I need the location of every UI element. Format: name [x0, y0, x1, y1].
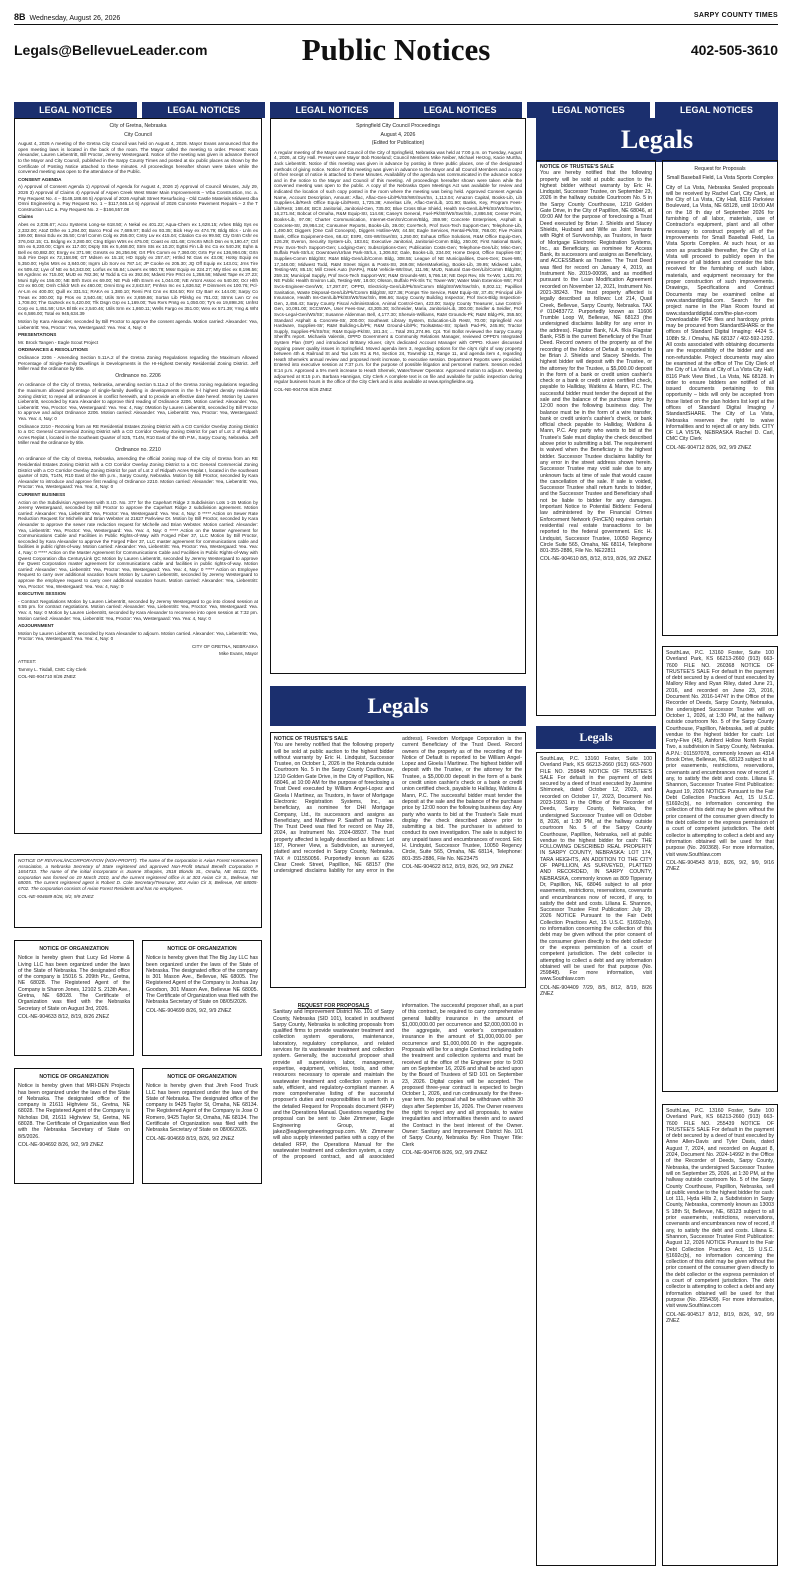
notice-paragraph: SouthLaw, P.C. 13160 Foster, Suite 100 Overland Park, KS 66213-2660 (913) 663-7600 FILE NO. 255439 NOTICE OF TRUSTEE'S SALE For default in the payment of debt secured by a deed of trust executed by Anne Allen-Davis and Tyler Davis, dated August 7, 2024, and recorded on August 8, 2024, Document No. 2024-14992 in the Office of the Recorder of Deeds, Sarpy County, Nebraska, the undersigned Successor Trustee will on September 25, 2026, at 1:30 PM, at the hallway outside courtroom No. 5 of the Sarpy County Courthouse, Papillion, Nebraska, sell at public vendue to the highest bidder for cash: Lot 111, Hyda Hills 2, a Subdivision in Sarpy County, Nebraska, commonly known as 13003 S 18th St, Bellevue, NE, 68123 subject to all prior easements, restrictions, reservations, covenants and encumbrances now of record, if any, to satisfy the debt and costs. Liliana E. Shannon, Successor Trustee First Publication: August 12, 2026 NOTICE Pursuant to the Fair Debt Collection Practices Act, 15 U.S.C. §1692c(b), no information concerning the collection of this debt may be given without the prior consent of the consumer given directly to the debt collector or the express permission of a court of competent jurisdiction. The debt collector is attempting to collect a debt and any information obtained will be used for that purpose (No. 255439). For more information, visit www.Southlaw.com: [666, 1108, 774, 1310]
notice-code: COL-NE-904712 8/26, 9/2, 9/9 ZNEZ: [666, 444, 752, 451]
ordinance-title: Ordinance no. 2206: [115, 372, 161, 379]
notice-paragraph: Ordinance 2206 - Amending Section 5.11A.2 of the Gretna Zoning Regulations regarding the Maximum Allowed Percentage of Single-Family Dwellings in Developments in the HI-Highest Density Residential Zoning District. Jeff Miller read the ordinance by title.: [18, 354, 258, 372]
notice-paragraph: SouthLaw, P.C. 13160 Foster, Suite 100 Overland Park, KS 66213-2660 (913) 663-7600 FILE NO. 260368 NOTICE OF TRUSTEE'S SALE For default in the payment of debt secured by a deed of trust executed by Mallory Riley and Ryan Riley, dated June 21, 2016, and recorded on June 23, 2016, Document No. 2016-14747 in the Office of the Recorder of Deeds, Sarpy County, Nebraska, the undersigned Successor Trustee will on October 1, 2026, at 1:30 PM, at the hallway outside courtroom No. 5 of the Sarpy County Courthouse, Papillion, Nebraska, sell at public vendue to the highest bidder for cash: Lot Forty-Five (45), Ashford Hollow North Replat Two, a subdivision in Sarpy County, Nebraska. A.P.N.: 011597078, commonly known as 4314 Brook Drive, Bellevue, NE, 68123 subject to all prior easements, restrictions, reservations, covenants and encumbrances now of record, if any, to satisfy the debt and costs. Liliana E. Shannon, Successor Trustee First Publication: August 19, 2026 NOTICE Pursuant to the Fair Debt Collection Practices Act, 15 U.S.C. §1692c(b), no information concerning the collection of this debt may be given without the prior consent of the consumer given directly to the debt collector or the express permission of a court of competent jurisdiction. The debt collector is attempting to collect a debt and any information obtained will be used for that purpose (No. 260368). For more information, visit www.Southlaw.com: [666, 650, 774, 858]
notice-paragraph: Notice is hereby given that Jireh Food Truck LLC has been organized under the laws of the State of Nebraska. The designated office of the company is 9425 Taylor St, Omaha, NE 68134. The Registered Agent of the Company is Jose O Romero, 9425 Taylor St, Omaha, NE 68134. The Certificate of Organization was filed with the Nebraska Secretary of State on 08/06/2026.: [146, 1083, 258, 1134]
notice-box: [662, 646, 778, 1092]
notice-code: COL-NE-904543 8/19, 8/26, 9/2, 9/9, 9/16 ZNEZ: [666, 859, 774, 873]
header-rule: [14, 24, 778, 25]
legal-notices-band: LEGAL NOTICES: [142, 102, 265, 118]
issue-date: Wednesday, August 26, 2026: [29, 15, 121, 22]
section-heading: ORDINANCES & RESOLUTIONS: [18, 347, 88, 353]
clerk-signature: Tammy L. Tisdall, CMC City Clerk: [18, 666, 87, 672]
notice-code: COL-NE-904692 8/26, 9/2, 9/9 ZNEZ: [18, 1141, 104, 1148]
notice-paragraph: Notice is hereby given that Lucy Ed Home & Living LLC has been organized under the laws of the State of Nebraska. The designated office of the company is 15016 S. 209th Plz., Gretna, NE 68028. The Registered Agent of the Company is Sharon Jones, 12102 S. 213th Ave., Gretna, NE 68028. The Certificate of Organization was filed with the Nebraska Secretary of State on August 3rd, 2026.: [18, 955, 130, 1012]
notice-paragraph: Notice is hereby given that MRI-DEN Projects has been organized under the laws of the State of Nebraska. The designated office of the company is 21611 Highview St., Gretna, NE 68028. The Registered Agent of the Company is Nicholas Dill, 21611 Highview St, Gretna, NE 68028. The Certificate of Organization was filed with the Nebraska Secretary of State on 8/5/2026.: [18, 1083, 130, 1140]
section-heading: Claims: [18, 214, 34, 220]
notice-paragraph: City of La Vista, Nebraska Sealed proposals will be received by Rachel Carl, City Clerk, at the City of La Vista, City Hall, 8116 Parkview Boulevard, La Vista, NE 68128, until 10:00 AM on the 18 th day of September 2026 for furnishing of all labor, materials, use of Contractor's equipment, plant and all other necessary to construct properly all of the improvements for Small Baseball Field, La Vista Sports Complex. At such hour, or as soon as practicable thereafter, the City of La Vista will proceed to publicly open in the presence of all bidders and consider the bids received for the furnishing of such labor, materials, and equipment necessary for the proper construction of such improvements. Drawings, Specifications and Contract Documents may be examined online at www.standarddigital.com. Search for the project name in the Plan Room found at www.standarddigital.com/the-plan-room Downloadable PDF files and hardcopy prints may be procured from StandardSHARE or the offices of Standard Digital Imaging: 4424 S. 108th St. / Omaha, NE 68137 / 402-592-1292. All costs associated with obtaining documents are the responsibility of the bidder and are non-refundable. Project documents may also be examined at the office of The City Clerk of the City of La Vista at City of La Vista City Hall, 8116 Park View Blvd., La Vista, NE 68128. In order to ensure bidders are notified of all issued documents pertaining to this opportunity – bids will only be accepted from those listed on the plan holders list kept at the offices of Standard Digital Imaging / StandardSHARE. The City of La Vista, Nebraska reserves the right to waive informalities and to reject all or any bids. CITY OF LA VISTA, NEBRASKA Rachel D. Carl, CMC City Clerk: [666, 184, 774, 443]
notice-code: COL-NE-904633 8/12, 8/19, 8/26 ZNEZ: [18, 1013, 110, 1020]
notice-subtitle: Small Baseball Field, La Vista Sports Complex: [666, 175, 774, 182]
request-for-proposals-notice: [270, 1000, 526, 1570]
notice-title: NOTICE OF ORGANIZATION: [167, 1074, 237, 1080]
contact-phone: 402-505-3610: [690, 42, 778, 58]
notice-title: REQUEST FOR PROPOSALS: [297, 1003, 370, 1009]
notice-paragraph: Mr. Brock Tangen - Eagle Scout Project: [18, 339, 99, 345]
notice-subtitle: August 4, 2026: [380, 131, 416, 138]
notice-paragraph: - Contract Negotiations Motion by Lauren Liebentritt, seconded by Jeremy Westergaard to go into closed session at 6:55 pm. for contract negotiations. Motion carried: Alexander: Yea, Liebentritt: Yea, Proctor: Yea, Westergaard: Yea. Yea: 4, Nay: 0 Motion by Lauren Liebentritt, seconded by Kara Alexander to reconvene into open session at 7:32 pm. Motion carried: Alexander: Yea, Liebentritt: Yea, Proctor: Yea, Westergaard: Yea. Yea: 4, Nay: 0: [18, 598, 258, 621]
notice-box: [14, 854, 262, 928]
notice-paragraph: You are hereby notified that the following property will be sold at public auction to the highest bidder without warranty by Eric H. Lindquist, Successor Trustee, on October 1, 2026 in the Rotunda outside Courtroom No. 5 in the Sarpy County Courthouse, 1210 Golden Gate Drive, in the City of Papillion, NE 68046, at 10:00 AM for the purpose of foreclosing a Trust Deed executed by William Angel-Lopez and Gioela I Martinez, as Trustors, in favor of Mortgage Electronic Registration Systems, Inc., as beneficiary, as nominee for DHI Mortgage Company, Ltd., its successors and assigns as Beneficiary, and Matthew P. Saathoff as Trustee. The Trust Deed was filed for record on May 28, 2024, as Instrument No. 2024-08937. The trust property affected is legally described as follows: Lot 187, Pioneer View, a Subdivision, as surveyed, platted and recorded in Sarpy County, Nebraska. TAX # 011550056. Purportedly known as 6226 Clear Creek Street, Papillion, NE 68157 (the undersigned disclaims liability for any error in the address). Freedom Mortgage Corporation is the current Beneficiary of the Trust Deed. Record owners of the property as of the recording of the Notice of Default is reported to be William Angel-Lopez and Gioela I Martinez. The highest bidder will deposit with the Trustee, or the attorney for the Trustee, a $5,000.00 deposit in the form of a bank or credit union cashier's check or a bank or credit union certified check, payable to Halliday, Watkins & Mann, P.C. The successful bidder must tender the deposit at the sale and the balance of the purchase price by 12:00 noon the following business day. Any party who wants to bid at the Trustee's Sale must display the check described above prior to submitting a bid. The purchaser is advised to conduct its own investigation. The sale is subject to any unpaid taxes and encumbrances of record. Eric H. Lindquist, Successor Trustee, 10050 Regency Circle, Suite 565, Omaha, NE 68114, Telephone: 801-355-2886, File No. NE23475: [274, 736, 522, 875]
notice-box: [662, 1104, 778, 1566]
notice-paragraph: Notice is hereby given that The Big Jay LLC has been organized under the laws of the State of Nebraska. The designated office of the company is 301 Mason Ave., Bellevue, NE 68005. The Registered Agent of the Company is Joshua Jay Goodson, 301 Mason Ave, Bellevue NE 68005. The Certificate of Organization was filed with the Nebraska Secretary of State on 08/05/2026.: [146, 955, 258, 1006]
notice-paragraph: NOTICE OF REVIVAL/INCORPORATION (NON-PROFIT). The name of the corporation is Avian Forest Homeowners Association, a Nebraska Secretary of State registered and approved Non-Profit Mutual Benefit Corporation # 1654733. The name of the initial incorporator is Joanne Sharples, 3518 Blondo St., Omaha, NE 68131. The corporation was formed on 19 March 2010, and the current registered office is at 303 Avian Cir S., Bellevue, NE 68005. The current registered agent is Robert D. Cole Secretary/Treasurer, 303 Avian Cir S, Bellevue, NE 68005-6702. The corporation consists of Avian Forest Residents and has no employees.: [18, 858, 258, 891]
notice-paragraph: A) Approval of Consent Agenda 1) Approval of Agenda for August 4, 2026 2) Approval of Council Minutes, July 29, 2026 3) Approval of Claims 4) Approval of Aspen Creek West Water Main Improvements – Vrba Construction, Inc. a. Pay Request No. 4 – $149,188.66 5) Approval of 2026 Asphalt Street Resurfacing - Old Castle Materials Midwest dba Omni Engineering a. Pay Request No. 1 – $117,046.14 6) Approval of 2026 Concrete Pavement Repairs – 2 the T Construction LLC a. Pay Request No. 2 – $166,557.08: [18, 184, 258, 212]
signature-mayor: Mike Evans, Mayor: [218, 651, 258, 657]
springfield-proceedings-notice: [270, 118, 526, 678]
notice-paragraph: An ordinance of the City of Gretna, Nebraska, amending the official zoning map of the City of Gretna from an RE Residential Estates Zoning District with a CO Corridor Overlay Zoning District to a GC General Commercial Zoning District with a CO Corridor Overlay Zoning District for part of Lot 2 of Ridpath Acres Replat I, located in the southeast quarter of S25, T14N, R10 East of the 6th p.m., Sarpy County, Nebraska. Motion by Bill Proctor, seconded by Kara Alexander to introduce and approve first reading of Ordinance 2210. Motion carried: Alexander: Yea, Liebentritt: Yea, Proctor: Yea, Westergaard: Yea. Yea: 4, Nay: 0: [18, 456, 258, 490]
southlaw-trustee-notice: [662, 646, 778, 1096]
attest-label: ATTEST:: [18, 659, 37, 665]
notice-paragraph: You are hereby notified that the following property will be sold at public auction to the highest bidder without warranty by Eric H. Lindquist, Successor Trustee, on September 23, 2026 in the hallway outside Courtroom No. 5 in the Sarpy County Courthouse, 1210 Golden Gate Drive, in the City of Papillion, NE 68046, at 09:00 AM for the purpose of foreclosing a Trust Deed executed by Brian J. Shields and Stacey Shields, Husband and Wife as Joint Tenants with Right of Survivorship, as Trustors, in favor of Mortgage Electronic Registration Systems, Inc., as Beneficiary, as nominee for Access Bank, its successors and assigns as Beneficiary, and ACCESSBank as Trustee. The Trust Deed was filed for record on January 4, 2019, as Instrument No. 2019-00096, and as modified pursuant to the Loan Modification Agreement recorded on November 12, 2021, Instrument No. 2021-38243. The trust property affected is legally described as follows: Lot 214, Quail Creek, Bellevue, Sarpy County, Nebraska. TAX # 010483772. Purportedly known as 11606 Trumble Loop W, Bellevue, NE 68123 (the undersigned disclaims liability for any error in the address). Flagstar Bank, N.A. f/k/a Flagstar Bank, FSB is the current Beneficiary of the Trust Deed. Record owners of the property as of the recording of the Notice of Default is reported to be Brian J. Shields and Stacey Shields. The highest bidder will deposit with the Trustee, or the attorney for the Trustee, a $5,000.00 deposit in the form of a bank or credit union cashier's check or a bank or credit union certified check, payable to Halliday, Watkins & Mann, P.C. The successful bidder must tender the deposit at the sale and the balance of the purchase price by 12:00 noon the following business day. The balance must be in the form of a wire transfer, bank or credit union's cashier's check, or bank official check payable to Halliday, Watkins & Mann, P.C. Any party who wants to bid at the Trustee's Sale must display the check described above prior to submitting a bid. The requirement is waived when the Beneficiary is the highest bidder. Successor Trustee disclaims liability for any error in the street address shown herein. Successor Trustee may void sale due to any unknown facts at time of sale that would cause the cancellation of the sale. If sale is voided, Successor Trustee shall return funds to bidder, and the Successor Trustee and Beneficiary shall not be liable to bidder for any damages. Important Notice to Potential Bidders: Federal law administered by the Financial Crimes Enforcement Network (FinCEN) requires certain residential real estate transactions to be reported to the federal government. Eric H. Lindquist, Successor Trustee, 10050 Regency Circle Suite 565, Omaha, NE 68114, Telephone 801-355-2886, File No. NE22811: [540, 170, 652, 555]
notice-title: NOTICE OF ORGANIZATION: [167, 946, 237, 952]
notice-paragraph: Ordinance 2210 - Rezoning from an RE Residential Estates Zoning District with a CO Corridor Overlay Zoning District to a GC General Commercial Zoning District with a CO Corridor Overlay Zoning District for part of Lot 2 of Ridpath Acres Replat I, located in the Southeast Quarter of S25, T14N, R10 East of the 6th P.M., Sarpy County, Nebraska. Jeff Miller read the ordinance by title.: [18, 423, 258, 446]
notice-box: [14, 118, 262, 834]
notice-code: COL-NE-904699 8/26, 9/2, 9/9 ZNEZ: [146, 1007, 232, 1014]
notice-subtitle: City Council: [124, 131, 152, 138]
trustee-sale-notice: [536, 160, 656, 720]
notice-paragraph: August 4, 2026 A meeting of the Gretna City Council was held on August 4, 2026. Mayor Evans announced that the open meeting laws is located in the back of the room. The Mayor called the meeting to order. Present: Kara Alexander, Lauren Liebentritt, Bill Proctor, Jeremy Westergaard. Notice of the meeting was given in advance thereof to the Mayor and City Council, published in the Sarpy County Times and posted at six public places as shown by the Certificate of Posting Notice attached to these minutes. All proceedings hereafter shown were taken while the convened meeting was open to the attendance of the Public.: [18, 141, 258, 175]
contact-email[interactable]: Legals@BellevueLeader.com: [14, 42, 208, 58]
organization-notice: [142, 1068, 262, 1188]
notice-title: NOTICE OF ORGANIZATION: [39, 1074, 109, 1080]
revival-notice: [14, 854, 262, 932]
notice-box: [536, 160, 656, 716]
page-header-line: [14, 12, 778, 22]
page-title: Public Notices: [301, 32, 491, 67]
notice-box: [662, 160, 778, 636]
legal-notices-band: LEGAL NOTICES: [399, 102, 522, 118]
section-heading: CONSENT AGENDA: [18, 176, 62, 182]
notice-subtitle: (Edited for Publication): [371, 140, 425, 147]
notice-code: COL-NE-904710 8/26 ZNEZ: [18, 674, 76, 680]
notice-code: COL-NE-904706 8/26, 9/2, 9/9 ZNEZ: [402, 1149, 488, 1156]
organization-notice: [14, 1068, 134, 1188]
section-heading: EXECUTIVE SESSION: [18, 591, 66, 597]
notice-paragraph: SouthLaw, P.C. 13160 Foster, Suite 100 Overland Park, KS 66213-2660 (913) 663-7600 FILE NO. 259848 NOTICE OF TRUSTEE'S SALE For default in the payment of debt secured by a deed of trust executed by Jasmine Shimonek, dated October 12, 2023, and recorded on October 17, 2023, Document No. 2023-19931 in the Office of the Recorder of Deeds, Sarpy County, Nebraska, the undersigned Successor Trustee will on October 8, 2026, at 1:30 PM, at the hallway outside courtroom No. 5 of the Sarpy County Courthouse, Papillion, Nebraska, sell at public vendue to the highest bidder for cash: THE FOLLOWING DESCRIBED REAL PROPERTY IN SARPY COUNTY, NEBRASKA: LOT 174, TARA HEIGHTS, AN ADDITION TO THE CITY OF PAPILLION, AS SURVEYED, PLATTED AND RECORDED, IN SARPY COUNTY, NEBRASKA, commonly known as 809 Tipperary Dr, Papillion, NE, 68046 subject to all prior easements, restrictions, reservations, covenants and encumbrances now of record, if any, to satisfy the debt and costs. Liliana E. Shannon, Successor Trustee First Publication: July 29, 2026 NOTICE Pursuant to the Fair Debt Collection Practices Act, 15 U.S.C. §1692c(b), no information concerning the collection of this debt may be given without the prior consent of the consumer given directly to the debt collector or the express permission of a court of competent jurisdiction. The debt collector is attempting to collect a debt and any information obtained will be used for that purpose (No. 259848). For more information, visit www.Southlaw.com: [540, 756, 652, 983]
ordinance-title: Ordinance no. 2210: [115, 446, 161, 453]
southlaw-trustee-notice: [662, 1104, 778, 1570]
notice-box: [14, 1068, 134, 1184]
legal-notices-band: LEGAL NOTICES: [14, 102, 137, 118]
notice-code: COL-NE-904610 8/5, 8/12, 8/19, 8/26, 9/2 ZNEZ: [540, 556, 652, 563]
organization-notice: [14, 940, 134, 1060]
notice-box: [270, 732, 526, 988]
notice-title: NOTICE OF ORGANIZATION: [39, 946, 109, 952]
masthead: [14, 32, 778, 68]
notice-code: COL-NE-904409 7/29, 8/5, 8/12, 8/19, 8/26 ZNEZ: [540, 984, 652, 997]
notice-box: [14, 940, 134, 1056]
legals-banner: Legals: [270, 686, 526, 726]
signature-city: CITY OF GRETNA, NEBRASKA: [191, 643, 258, 649]
section-bands: [14, 102, 778, 118]
notice-code: COL-NE-904706 8/26 ZNEZ: [274, 386, 332, 392]
trustee-sale-notice: [270, 732, 526, 992]
southlaw-trustee-notice: [536, 752, 656, 1570]
notice-paragraph: Motion by Kara Alexander, seconded by Bill Proctor to approve the consent agenda. Motion carried: Alexander: Yea, Liebentritt: Yea, Proctor: Yea, Westergaard: Yea. Yea: 4, Nay: 0: [18, 319, 258, 330]
publication-name: SARPY COUNTY TIMES: [693, 12, 778, 19]
page-number: 8B: [14, 12, 26, 22]
notice-box: [142, 940, 262, 1056]
notice-code: COL-NE-904622 8/12, 8/19, 8/26, 9/2, 9/9 ZNEZ: [402, 863, 514, 870]
notice-paragraph: Abes ex 2,036.67; Accu Systems Long-se 618.50; A Nekal ex 401.22; Aqua-Chem ex 1,628.15; Arbes Bldg Sys ex 2,332.00; AtoZ Dthe ex 1,294.00; Barco Prod ex 7,689.97; Bold ex 93.35; Bick Hwy ex 474.79; Bldg Blcs - Lnln ex 199.00; Bnsoi Edu ex 35.50; Cntrl Comm Colg ex 255.00; Cntry Lw ex 415.04; Citation Co ex 99.50; Cty Gntn Cshr ex 376,042.15; CL Brdgng ex 3,280.00; Ctng Elgsn Wtrs ex 475.00; Coast ex 431.68; Crncrtn Mtch Dsn ex 9,190.47; Ctrl Stn ex 6,230.00; Ctgrs ex 117.00; Dspty Sts ex 5,468.00; Strm Sts ex 10.20; Egttsi Fin Lib Inc Co ex 540.29; Eqhn & Bell ex 60,882.00; Enrgy ex 371.99; Gmsrts ex 26,256.96; Grt Pfrs Comm ex 7,360.00; Grtn Pyr ex 136,994.05; Grtn Sub Fire Dept ex 72,158.98; GT Mdsen ex 15.18; HD Spply ex 257.47; Hrtlnd Nt Gas ex 43.06; Hotsy Equip ex 5,350.00; Hybs Mtrs ex 3,840.00; Ingrm Lib Sorv ex 787.14; JP Cooke ex 205.30; JQ Off Equip ex 143.01; Jrns Tire ex 509.42; Lyw of NE ex 54,343.00; Lorfus ex 55.84; Lowe's ex 950.78; Mssr Equip ex 224.27; Mty Elec ex 8,196.56; MI Agrdnnc ex 715.00; MUD ex 782.36; M Todd & Co ex 392.06; Mdwst Fire Prtct ex 1,258.56; Mdwst Tape ex 27.23; Muni Sply ex 156.00; NE Brth Svcs ex 69.00; NE Pub Hlth Envrn ex 1,044.00; NE Artcnt Assoc ex 540.00; Ocr Hlth Ctr ex 80.00; Omh Childr Mch ex 460.00; Omni Eng ex 2,843.57; Pmhsn Inc ex 1,636.52; P Dimmers ex 100.76; Pcl-Ar-Lm ex 400.00; Quill ex 331.51; RAKA ex 1,380.10; Remi Pnt Cnn ex 834.50; Rnr Cty Barr ex 144.00; Sarpy Co Treas ex 300.00; Sp Pros ex 2,540.46; Utils Srm ex 3,659.86; Sortan Lib Pblshg ex 751.03; Strms Lwn Cr ex 1,708.00; The Gazteck ex 5,420.00; Tlk Dsgn Grp ex 1,169.00; Two Rvrs Pmtg ex 1,050.00; Ty's ex 19,898.26; Unfrst Corp ex 1,451.59; USA Bl Bk ex 2,540.46; Utils Srm ex 1,860.11; Wells Fargo ex 351.00; Wex ex 571.39; Ymg & Wht ex 6,586.00; Total ex 945,634.39: [18, 221, 258, 317]
notice-title: Request for Proposals: [694, 166, 746, 172]
notice-code: COL-NE-904517 8/12, 8/19, 8/26, 9/2, 9/9 ZNEZ: [666, 1311, 774, 1324]
notice-box: [270, 118, 526, 674]
notice-box: [270, 1000, 526, 1566]
notice-paragraph: An ordinance of the City of Gretna, Nebraska, amending section 5.11a.2 of the Gretna zoning regulations regarding the maximum allowed percentage of single-family dwelling in developments in the h-l highest density residential zoning district; to repeal all ordinances in conflict herewith, and to provide an effective date hereof. Motion by Lauren Liebentritt, seconded by Kara Alexander to approve third reading of Ordinance 2206. Motion carried: Alexander: Yea, Liebentritt: Yea, Proctor: Yea, Westergaard: Yea. Yea: 4, Nay: 0Motion by Lauren Liebentritt, seconded by Bill Proctor to approve and adopt Ordinance 2206. Motion carried: Alexander: Yea, Liebentritt: Yea, Proctor: Yea, Westergaard: Yea. Yea: 4, Nay: 0: [18, 382, 258, 421]
notice-paragraph: Action on the Subdivision Agreement with S.I.D. No. 377 for the Capehart Ridge 2 Subdivision Lots 1-15 Motion by Jeremy Westergaard, seconded by Bill Proctor to approve the Capehart Ridge 2 subdivision agreement. Motion carried: Alexander: Yea, Liebentritt: Yea, Proctor: Yea, Westergaard: Yea. Yea: 4, Nay: 0 ***** Action on Sewer Rate Reduction Request for Michelle and Brian Webster at 21627 Parkview Dr. Motion by Bill Proctor, seconded by Kara Alexander to approve the sewer rate reduction request for Michelle and Brian Webster. Motion carried: Alexander: Yea, Liebentritt: Yea, Proctor: Yea, Westergaard: Yea. Yea: 4, Nay: 0 ***** Action on the Master Agreement for Communications Cable and Facilities in Public Rights-of-Way with Forged Fiber 37, LLC Motion by Bill Proctor, seconded by Kara Alexander to approve the Forged Fiber 37, LLC master agreement for communications cable and facilities in public rights-of-way. Motion carried: Alexander: Yea, Liebentritt: Yea, Proctor: Yea, Westergaard: Yea. Yea: 4, Nay: 0 ***** Action on the Master Agreement for Communications Cable and Facilities in Public Rights-of-Way with Qwest Corporation dba CenturyLink QC Motion by Lauren Liebentritt, seconded by Jeremy Westergaard to approve the Qwest Corporation master agreement for communications cable and facilities in public rights-of-way. Motion carried: Alexander: Yea, Liebentritt: Yea, Proctor: Yea, Westergaard: Yea. Yea: 4, Nay: 0 ***** Action on Employee Request to carry over additional vacation hours Motion by Lauren Liebentritt, seconded by Jeremy Westergaard to approve the employee request to carry over additional vacation hours. Motion carried: Alexander: Yea, Liebentritt: Yea, Proctor: Yea, Westergaard: Yea. Yea: 4, Nay: 0: [18, 499, 258, 589]
notice-box: [536, 752, 656, 1566]
notice-code: COL-NE-904689 8/26, 9/2, 9/9 ZNEZ: [18, 893, 94, 899]
la-vista-rfp-notice: [662, 160, 778, 640]
notice-paragraph: A regular meeting of the Mayor and Council of the City of Springfield, Nebraska was held at 7:00 p.m. on Tuesday, August 4, 2026, at City Hall. Present were Mayor Bob Roseland; Council Members Mike Neiber, Michael Herzog, Kacie Murtha, Jack Liebentritt. Notice of this meeting was given in advance by posting in three public places, one of the designated methods of giving notice. Notice of this meeting was given in advance to the Mayor and all Council Members and a copy of their receipt of notice is attached to these Minutes. Availability of the agenda was communicated in the advance notice and in the notice to the Mayor and Council of this meeting. All proceedings hereafter shown were taken while the convened meeting was open to the public. A copy of the Nebraska Open Meetings Act was available for review and indicated the location of such copy posted in the room where the meeting was being held. Approved Consent Agenda Name, Account Description, Amount: Aflac, Aflac-Gen-Lib/Pk/Str/Wtr/Swr/Sn, 1,113.04; Amazon Capital, Books-Lib, Lib Supplies-Lib/Resh Office Equip-Lib/Restr, 1,725.38; Ameritas Life, Aflac-Gen/Lib, 101.90; Banks, Key, Program Fees-Lib/Restr, 168.48; BCS Janitorial, Janitorial-Gen, 735.00; Blue Cross Blue Shield, Health Ins-Gen/Lib/Pk/Str/Wtr/Swr/Sn, 16,271.84; Bobcat of Omaha, R&M Equip-Str, 114.66; Casey's General, Fuel-Pk/Str/Wtr/Swr/Sln, 2,886.56; Center Point, Books-Lib, 97.08; Charter Communication, Internet-Gen/Sn/Comm/Bldg, 359.99; Concrete Enterprises, Asphalt & Concrete-Str, 29,984.24; Consumer Reports, Books-Lib, 39.00; CoreTech, Prof Svcs-Tech Support-Gen; Telephone-Lib, 1,490.50; Diggers (One Call Concepts), Diggers Hotline-Wtr, 44.58; Eagle Services, Rental-Pk/Str, 768.00; Five Points Bank, Office Equipment-Gen, 68.42; ESRI, GIS-Wtr/Swr/Str, 1,250.00; Exhaus Office Solutions, R&M Office Equip-Gen, 126.29; Everon, Security System-Lib, 183.61; Executive Janitorial, Janitorial-Comm Bldg, 250.00; First National Bank, Prov Svcs-Tech Support-Gen; Lodging-Gen; Subscriptions-Gen; Publication Costs-Gen; Telephone-Gen/Lib; Misc-Gen; Buffalo Park-Str/Ln; Downtown/Urban Park-Str/Ln, 1,306.92; Gale, Books-Lib, 234.00; Home Depot, Office Supplies-Str; Supplies-Comm Bldg/Str; R&M Bldg-Gen/Lib/Comm Bldg, 308.55; League of NE Municipalities, Dues-Gen; Dues-Wtr, 17,348.00; Midwest Todd, R&M Street Signs & Posts-Str, 269.08; MiersMarketing, Books-Lib, 39.95; Midwest Labs, Testing-Wtr, 85.15; Mill Creek Auto (NAPA), R&M Vehicle-Wtr/Swr, 111.95; MUD, Natural Gas-Gen/Lib/Comm Bldg/Str, 259.15; Municipal Supply, Prof Svcs-Tech Support-Wtr; R&M Grounds-Wtr, 5,766.18; NE Dept Rev, Sls Tx-Wtr, 1,431.70; NE Public Health Environ Lab, Testing-Wtr, 18.00; Olsson, Buffalo Prk-Sls Tx; Tower-Wtr; Water Main Extension-Wtr; Prof Svcs-Engineer-Gen/Wtr, 17,297.07; OPPD, Electricity-Gen/Lib/Pk/Sn/Comm Bldg/Str/Wtr/Swr/Sln, 8,002.11; Papillion Sanitation, Waste Disposal-Gen/Lib/Pk/Comm Bldg/Str, 827.36; Pomps Tire Service, R&M Equip-Str, 37.45; Principal Life Insurance, Health Ins-Gen/Lib/Pk/Str/Wtr/Swr/Sln, 896.66; Sarpy County Building Inspector, Prof Svcs-Bldg Inspection-Gen, 2,456.43; Sarpy County Fiscal Administration, Animal Control-Gen, 423.00; Sarpy County Treasurer, Law Control-Gen, 10,091.00; SCCWWA, User Fees-Swr, 43,305.30; Schneider, Maria, Janitorial-Lib, 300.00; Seidler & Seidler, Prof Svcs-Legal-Gen/Wtr/Str; Susanne Aldenman Bell, 4,177.30; Sherwin-Williams, R&M Grounds-Pk; R&M Bldg-Pk, 355.50; Standard Asphalt & Concrete-Str, 200.00; Southeast Library System, Education-Lib Restr, 70.00; Springfield Ace Hardware, Supplies-Str; R&M Building-Lib/Pk; R&M Ground-Lib/Pk; Tools&Mac-Str; Splash Pad-Pk, 245.95; Tractor Supply, Supplies-Pk/Str/Sn; R&M Equip-Pk/Str, 181.34; ... Total 291,274.96. Cpt. Tori Bollot reviewed the Sarpy County Sheriff's report. Michaela Valentin, OPPD Government & Community Relations Manager, reviewed OPPD's Integrated System Plan (ISP) and introduced Brittany Kluver, city's dedicated Account Manager with OPPD. Kluver discussed ongoing power quality issues in Springfield. Moved agenda item 3, regarding options for the city's right of way property between 4th & Railroad St and Tax Lots R1 & R4, Section 24, Township 13, Range 11, and agenda item 4, regarding Heath Shemek's annual review and proposed merit increase, to executive session. Department Reports were provided. Entered into executive session at 7:37 p.m. for the purpose of possible litigation and personnel matters. Session ended 8:14 p.m. Approved a 5% merit increase to Heath Shemek, Water/Sewer Operator. Approved motion to adjourn. Meeting adjourned at 8:15 p.m. Barbara Hannigan, City Clerk A complete text is on file and available for public inspection during regular business hours in the office of the City Clerk and is also available at www.springfieldne.org.: [274, 149, 522, 385]
gretna-council-notice: [14, 118, 262, 838]
notice-title: Springfield City Council Proceedings: [356, 123, 440, 129]
notice-title: NOTICE OF TRUSTEE'S SALE: [274, 736, 348, 742]
notice-title: NOTICE OF TRUSTEE'S SALE: [540, 164, 614, 170]
notice-box: [142, 1068, 262, 1184]
legal-notices-band: LEGAL NOTICES: [527, 102, 650, 118]
section-heading: PRESENTATIONS: [18, 332, 57, 338]
legal-notices-band: LEGAL NOTICES: [655, 102, 778, 118]
section-heading: ADJOURNMENT: [18, 623, 54, 629]
legals-banner: Legals: [536, 726, 656, 749]
section-heading: CURRENT BUSINESS: [18, 492, 66, 498]
legal-notices-band: LEGAL NOTICES: [270, 102, 393, 118]
notice-code: COL-NE-904669 8/19, 8/26, 9/2 ZNEZ: [146, 1135, 235, 1142]
notice-paragraph: Motion by Lauren Liebentritt, seconded by Kara Alexander to adjourn. Motion carried. Alexander: Yea, Liebentritt: Yea, Proctor: Yea, Westergaard: Yea. Yea: 4, Nay: 0: [18, 630, 258, 642]
organization-notice: [142, 940, 262, 1060]
notice-title: City of Gretna, Nebraska: [109, 123, 167, 129]
legals-banner: Legals: [536, 118, 778, 162]
notice-paragraph: Sanitary and Improvement District No. 101 of Sarpy County, Nebraska (SID 101), located in southwest Sarpy County, Nebraska is soliciting proposals from qualified firms to provide wastewater treatment and collection system operations, maintenance, laboratory, regulatory compliance, and related services for its wastewater treatment and collection system. Generally, the successful proposer shall provide all supervision, labor, management, expertise, equipment, vehicles, tools, and other resources necessary to operate and maintain the wastewater treatment and collection system in a safe, efficient, and regulatory-compliant manner. A more comprehensive listing of the successful proposer's duties and responsibilities is set forth in the detailed Request for Proposals document (RFP) and the Operations Manual. Questions regarding the proposal can be sent to Jake Zimmerer, Eagle Engineering Group, at jakez@eagleengineeringgroup.com. Mr. Zimmerer will also supply interested parties with a copy of the detailed RFP, the Operations Manual for the wastewater treatment and collection system, a copy of the proposed contract, and all associated information. The successful proposer shall, as a part of this contract, be required to carry comprehensive general liability insurance in the amount of $1,000,000.00 per occurrence and $2,000,000.00 in the aggregate, and worker's compensation insurance in the amount of $1,000,000.00 per occurrence and $1,000,000.00 in the aggregate. Proposals will be for a single Contract including both the treatment and collection systems and must be received at the office of the Engineer prior to 9:00 am on September 16, 2026 and shall be acted upon by the Board of Trustees of SID 101 on September 23, 2026. Digital copies will be accepted. The proposed three-year contract is expected to begin October 1, 2026, and run continuously for the three-year term. No proposal shall be withdrawn within 30 days after September 16, 2026. The Owner reserves the right to reject any and all proposals, to waive irregularities and informalities therein and to award the Contract in the best interest of the Owner. Owner: Sanitary and Improvement District No. 101 of Sarpy County, Nebraska By: Ron Thayer Title: Clerk: [273, 1003, 524, 1161]
